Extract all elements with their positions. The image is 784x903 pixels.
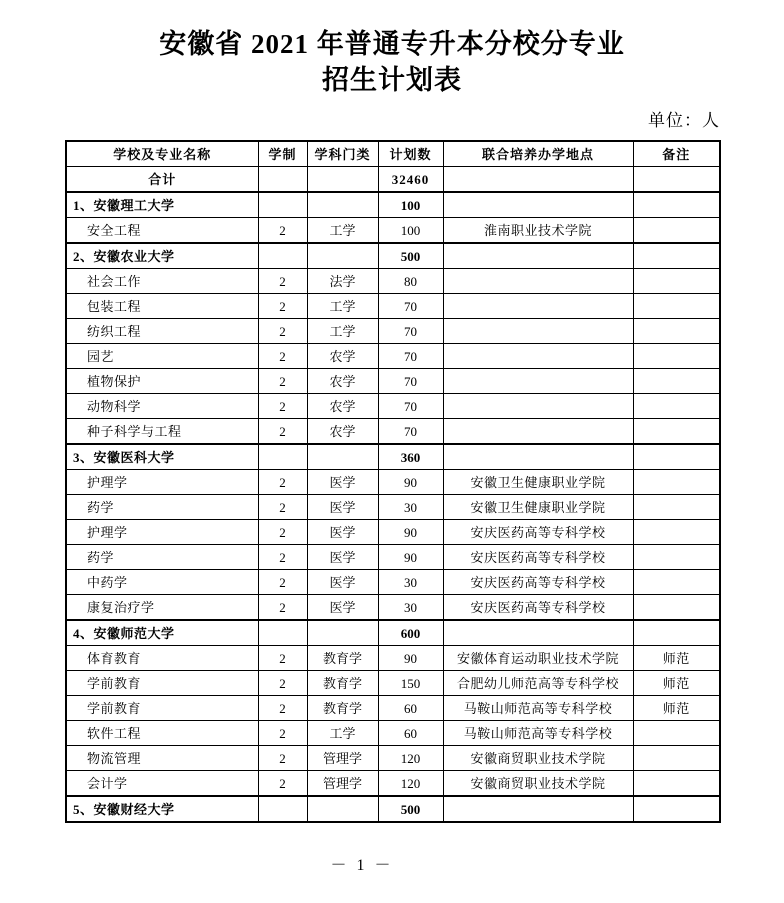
cell-plan: 500 xyxy=(378,243,443,269)
cell-length: 2 xyxy=(258,319,307,344)
cell-category: 农学 xyxy=(307,419,378,445)
cell-location xyxy=(443,269,633,294)
cell-category: 工学 xyxy=(307,721,378,746)
unit-note: 单位：人 xyxy=(648,111,720,130)
cell-name: 植物保护 xyxy=(66,369,258,394)
cell-note xyxy=(633,746,720,771)
cell-note: 师范 xyxy=(633,646,720,671)
cell-length: 2 xyxy=(258,671,307,696)
cell-note xyxy=(633,192,720,218)
plan-table-container xyxy=(65,140,719,823)
cell-category xyxy=(307,167,378,193)
column-header-category: 学科门类 xyxy=(307,141,378,167)
cell-name: 护理学 xyxy=(66,470,258,495)
cell-plan: 60 xyxy=(378,696,443,721)
table-row xyxy=(66,243,720,269)
table-row xyxy=(66,470,720,495)
document-title xyxy=(0,0,784,98)
table-row xyxy=(66,419,720,445)
cell-location: 马鞍山师范高等专科学校 xyxy=(443,721,633,746)
cell-length xyxy=(258,243,307,269)
cell-name: 软件工程 xyxy=(66,721,258,746)
cell-category: 医学 xyxy=(307,495,378,520)
cell-note xyxy=(633,570,720,595)
cell-location: 安庆医药高等专科学校 xyxy=(443,520,633,545)
cell-length: 2 xyxy=(258,394,307,419)
cell-note: 师范 xyxy=(633,671,720,696)
cell-length xyxy=(258,620,307,646)
cell-location: 安庆医药高等专科学校 xyxy=(443,545,633,570)
cell-name: 5、安徽财经大学 xyxy=(66,796,258,822)
table-row xyxy=(66,167,720,193)
cell-location xyxy=(443,319,633,344)
cell-category xyxy=(307,444,378,470)
cell-note xyxy=(633,344,720,369)
cell-name: 学前教育 xyxy=(66,696,258,721)
cell-name: 合计 xyxy=(66,167,258,193)
table-row xyxy=(66,444,720,470)
cell-note xyxy=(633,620,720,646)
cell-location xyxy=(443,167,633,193)
cell-location xyxy=(443,444,633,470)
cell-plan: 90 xyxy=(378,646,443,671)
cell-location xyxy=(443,344,633,369)
cell-category: 医学 xyxy=(307,520,378,545)
cell-note xyxy=(633,771,720,797)
cell-category: 管理学 xyxy=(307,771,378,797)
cell-location: 安徽商贸职业技术学院 xyxy=(443,771,633,797)
cell-location: 马鞍山师范高等专科学校 xyxy=(443,696,633,721)
cell-length: 2 xyxy=(258,218,307,244)
document-title-line-2: 招生计划表 xyxy=(322,65,462,95)
cell-plan: 600 xyxy=(378,620,443,646)
table-row xyxy=(66,595,720,621)
table-row xyxy=(66,269,720,294)
cell-name: 体育教育 xyxy=(66,646,258,671)
cell-name: 园艺 xyxy=(66,344,258,369)
cell-length: 2 xyxy=(258,771,307,797)
cell-name: 2、安徽农业大学 xyxy=(66,243,258,269)
cell-location xyxy=(443,419,633,445)
cell-location: 安徽卫生健康职业学院 xyxy=(443,470,633,495)
cell-name: 动物科学 xyxy=(66,394,258,419)
cell-plan: 70 xyxy=(378,294,443,319)
cell-category: 教育学 xyxy=(307,646,378,671)
table-body xyxy=(66,167,720,823)
cell-name: 药学 xyxy=(66,495,258,520)
cell-plan: 70 xyxy=(378,369,443,394)
cell-plan: 100 xyxy=(378,218,443,244)
cell-name: 社会工作 xyxy=(66,269,258,294)
cell-length: 2 xyxy=(258,696,307,721)
cell-plan: 30 xyxy=(378,495,443,520)
table-head xyxy=(66,141,720,167)
cell-length: 2 xyxy=(258,419,307,445)
table-row xyxy=(66,394,720,419)
column-header-note: 备注 xyxy=(633,141,720,167)
cell-plan: 90 xyxy=(378,520,443,545)
cell-category: 农学 xyxy=(307,344,378,369)
cell-location xyxy=(443,796,633,822)
cell-note xyxy=(633,369,720,394)
cell-category xyxy=(307,620,378,646)
cell-plan: 70 xyxy=(378,344,443,369)
cell-length: 2 xyxy=(258,721,307,746)
cell-category: 教育学 xyxy=(307,671,378,696)
cell-location xyxy=(443,192,633,218)
cell-length xyxy=(258,796,307,822)
cell-length: 2 xyxy=(258,646,307,671)
table-row xyxy=(66,344,720,369)
cell-note: 师范 xyxy=(633,696,720,721)
cell-plan: 150 xyxy=(378,671,443,696)
cell-length xyxy=(258,444,307,470)
cell-location xyxy=(443,294,633,319)
column-header-name: 学校及专业名称 xyxy=(66,141,258,167)
cell-plan: 70 xyxy=(378,419,443,445)
cell-location: 安徽卫生健康职业学院 xyxy=(443,495,633,520)
cell-note xyxy=(633,218,720,244)
cell-location xyxy=(443,369,633,394)
cell-name: 学前教育 xyxy=(66,671,258,696)
cell-location: 合肥幼儿师范高等专科学校 xyxy=(443,671,633,696)
cell-plan: 90 xyxy=(378,470,443,495)
cell-note xyxy=(633,721,720,746)
column-header-location: 联合培养办学地点 xyxy=(443,141,633,167)
cell-name: 3、安徽医科大学 xyxy=(66,444,258,470)
cell-category: 医学 xyxy=(307,595,378,621)
cell-plan: 90 xyxy=(378,545,443,570)
table-row xyxy=(66,520,720,545)
cell-name: 护理学 xyxy=(66,520,258,545)
table-row xyxy=(66,369,720,394)
cell-location: 安徽商贸职业技术学院 xyxy=(443,746,633,771)
cell-note xyxy=(633,243,720,269)
table-row xyxy=(66,620,720,646)
table-row xyxy=(66,721,720,746)
cell-location xyxy=(443,394,633,419)
cell-name: 会计学 xyxy=(66,771,258,797)
cell-length: 2 xyxy=(258,570,307,595)
cell-category: 法学 xyxy=(307,269,378,294)
cell-length: 2 xyxy=(258,344,307,369)
cell-category: 农学 xyxy=(307,394,378,419)
cell-note xyxy=(633,796,720,822)
table-row xyxy=(66,218,720,244)
cell-category: 工学 xyxy=(307,218,378,244)
cell-note xyxy=(633,167,720,193)
cell-length: 2 xyxy=(258,294,307,319)
cell-category: 医学 xyxy=(307,570,378,595)
table-row xyxy=(66,192,720,218)
cell-category: 工学 xyxy=(307,294,378,319)
cell-location xyxy=(443,243,633,269)
cell-note xyxy=(633,319,720,344)
cell-plan: 500 xyxy=(378,796,443,822)
cell-location: 安庆医药高等专科学校 xyxy=(443,595,633,621)
cell-plan: 80 xyxy=(378,269,443,294)
cell-plan: 70 xyxy=(378,319,443,344)
cell-category xyxy=(307,243,378,269)
cell-name: 1、安徽理工大学 xyxy=(66,192,258,218)
page-number: － 1 － xyxy=(330,857,394,874)
cell-name: 种子科学与工程 xyxy=(66,419,258,445)
cell-name: 药学 xyxy=(66,545,258,570)
cell-category xyxy=(307,192,378,218)
cell-length: 2 xyxy=(258,470,307,495)
cell-name: 包装工程 xyxy=(66,294,258,319)
cell-category: 工学 xyxy=(307,319,378,344)
cell-name: 康复治疗学 xyxy=(66,595,258,621)
table-row xyxy=(66,771,720,797)
cell-plan: 32460 xyxy=(378,167,443,193)
column-header-plan: 计划数 xyxy=(378,141,443,167)
cell-plan: 100 xyxy=(378,192,443,218)
cell-category: 医学 xyxy=(307,470,378,495)
cell-category xyxy=(307,796,378,822)
cell-note xyxy=(633,269,720,294)
cell-plan: 30 xyxy=(378,595,443,621)
table-row xyxy=(66,746,720,771)
table-row xyxy=(66,671,720,696)
cell-note xyxy=(633,520,720,545)
column-header-length: 学制 xyxy=(258,141,307,167)
cell-name: 中药学 xyxy=(66,570,258,595)
table-row xyxy=(66,696,720,721)
cell-location: 淮南职业技术学院 xyxy=(443,218,633,244)
enrollment-plan-table xyxy=(65,140,721,823)
cell-length: 2 xyxy=(258,595,307,621)
table-row xyxy=(66,495,720,520)
cell-length: 2 xyxy=(258,269,307,294)
table-header-row xyxy=(66,141,720,167)
cell-length: 2 xyxy=(258,369,307,394)
cell-note xyxy=(633,444,720,470)
cell-name: 物流管理 xyxy=(66,746,258,771)
cell-category: 医学 xyxy=(307,545,378,570)
cell-category: 管理学 xyxy=(307,746,378,771)
cell-location: 安庆医药高等专科学校 xyxy=(443,570,633,595)
document-title-line-1: 安徽省 2021 年普通专升本分校分专业 xyxy=(159,29,625,59)
cell-plan: 360 xyxy=(378,444,443,470)
cell-note xyxy=(633,545,720,570)
table-row xyxy=(66,294,720,319)
table-row xyxy=(66,570,720,595)
table-row xyxy=(66,319,720,344)
cell-length xyxy=(258,167,307,193)
cell-length xyxy=(258,192,307,218)
cell-name: 4、安徽师范大学 xyxy=(66,620,258,646)
cell-category: 农学 xyxy=(307,369,378,394)
cell-location xyxy=(443,620,633,646)
cell-name: 纺织工程 xyxy=(66,319,258,344)
cell-note xyxy=(633,394,720,419)
cell-length: 2 xyxy=(258,520,307,545)
cell-note xyxy=(633,470,720,495)
cell-category: 教育学 xyxy=(307,696,378,721)
cell-plan: 120 xyxy=(378,746,443,771)
cell-note xyxy=(633,294,720,319)
cell-note xyxy=(633,419,720,445)
cell-length: 2 xyxy=(258,746,307,771)
cell-location: 安徽体育运动职业技术学院 xyxy=(443,646,633,671)
cell-note xyxy=(633,595,720,621)
table-row xyxy=(66,646,720,671)
cell-plan: 120 xyxy=(378,771,443,797)
cell-plan: 70 xyxy=(378,394,443,419)
cell-note xyxy=(633,495,720,520)
cell-plan: 30 xyxy=(378,570,443,595)
cell-length: 2 xyxy=(258,545,307,570)
table-row xyxy=(66,796,720,822)
cell-plan: 60 xyxy=(378,721,443,746)
cell-name: 安全工程 xyxy=(66,218,258,244)
table-row xyxy=(66,545,720,570)
cell-length: 2 xyxy=(258,495,307,520)
